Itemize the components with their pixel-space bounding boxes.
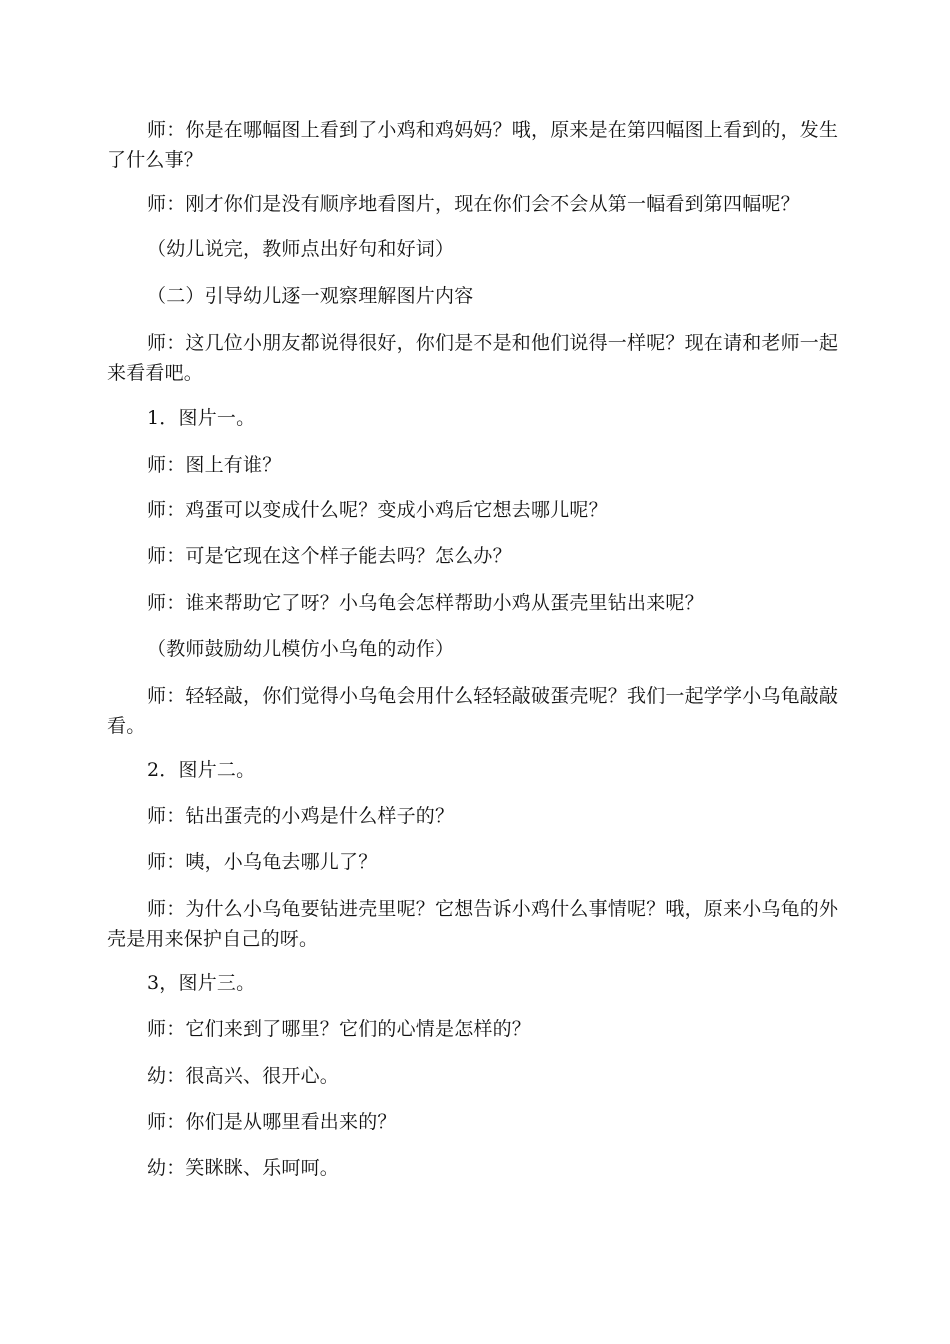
paragraph-7: 师：图上有谁？ bbox=[147, 454, 282, 476]
paragraph-12: 师：轻轻敲，你们觉得小乌龟会用什么轻轻敲破蛋壳呢？我们一起学学小乌龟敲敲看。 bbox=[107, 685, 839, 737]
paragraph-15: 师：咦，小乌龟去哪儿了？ bbox=[147, 851, 378, 873]
paragraph-1: 师：你是在哪幅图上看到了小鸡和鸡妈妈？哦，原来是在第四幅图上看到的，发生了什么事？ bbox=[107, 119, 839, 171]
paragraph-18: 师：它们来到了哪里？它们的心情是怎样的？ bbox=[147, 1018, 532, 1040]
subsection-picture-3: 3，图片三。 bbox=[147, 972, 256, 994]
paragraph-2: 师：刚才你们是没有顺序地看图片，现在你们会不会从第一幅看到第四幅呢？ bbox=[147, 193, 800, 215]
paragraph-11: （教师鼓励幼儿模仿小乌龟的动作） bbox=[147, 638, 455, 660]
paragraph-19: 幼：很高兴、很开心。 bbox=[147, 1065, 340, 1087]
subsection-picture-2: 2．图片二。 bbox=[147, 759, 256, 781]
paragraph-5: 师：这几位小朋友都说得很好，你们是不是和他们说得一样呢？现在请和老师一起来看看吧。 bbox=[107, 332, 839, 384]
paragraph-16: 师：为什么小乌龟要钻进壳里呢？它想告诉小鸡什么事情呢？哦，原来小乌龟的外壳是用来保护自己的呀。 bbox=[107, 898, 839, 950]
subsection-picture-1: 1．图片一。 bbox=[147, 407, 256, 429]
paragraph-8: 师：鸡蛋可以变成什么呢？变成小鸡后它想去哪儿呢？ bbox=[147, 499, 608, 521]
paragraph-21: 幼：笑眯眯、乐呵呵。 bbox=[147, 1157, 340, 1179]
section-heading: （二）引导幼儿逐一观察理解图片内容 bbox=[147, 285, 474, 307]
paragraph-9: 师：可是它现在这个样子能去吗？怎么办？ bbox=[147, 545, 512, 567]
paragraph-20: 师：你们是从哪里看出来的？ bbox=[147, 1111, 397, 1133]
paragraph-14: 师：钻出蛋壳的小鸡是什么样子的？ bbox=[147, 805, 455, 827]
paragraph-3: （幼儿说完，教师点出好句和好词） bbox=[147, 238, 455, 260]
paragraph-10: 师：谁来帮助它了呀？小乌龟会怎样帮助小鸡从蛋壳里钻出来呢？ bbox=[147, 592, 704, 614]
